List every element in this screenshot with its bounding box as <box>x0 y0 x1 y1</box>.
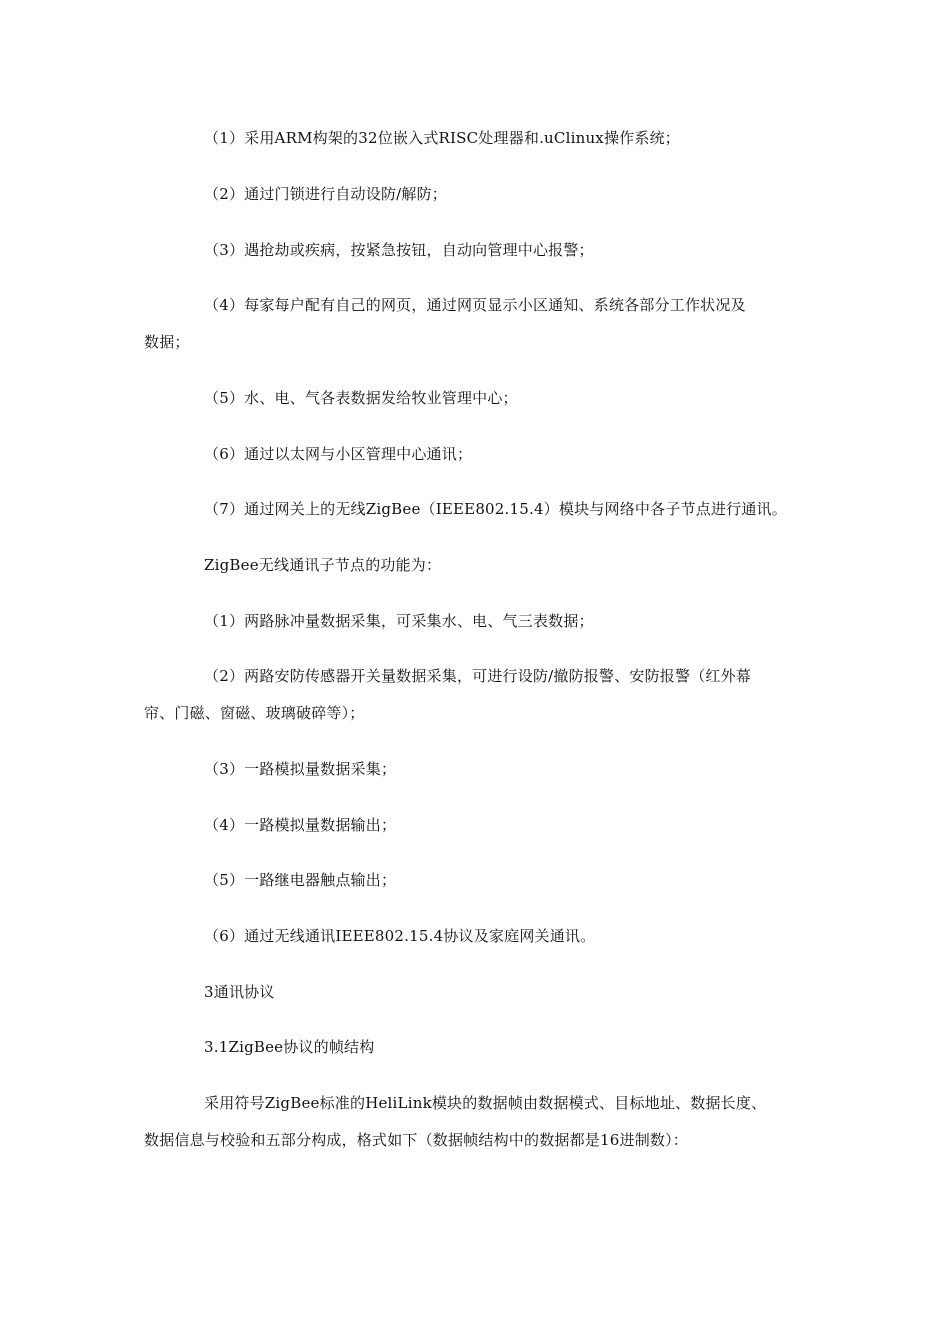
paragraph-line: ZigBee无线通讯子节点的功能为： <box>204 556 442 574</box>
paragraph-line-continuation: 帘、门磁、窗磁、玻璃破碎等）； <box>144 704 365 722</box>
paragraph-line: （3）一路模拟量数据采集； <box>204 760 397 778</box>
section-heading: 3通讯协议 <box>204 983 275 1001</box>
paragraph-line: （1）两路脉冲量数据采集，可采集水、电、气三表数据； <box>204 612 594 630</box>
paragraph-line: （6）通过无线通讯IEEE802.15.4协议及家庭网关通讯。 <box>204 927 596 945</box>
subsection-heading: 3.1ZigBee协议的帧结构 <box>204 1038 375 1056</box>
paragraph-line: （6）通过以太网与小区管理中心通讯； <box>204 445 473 463</box>
paragraph-line: （4）一路模拟量数据输出； <box>204 816 397 834</box>
paragraph-line: （2）两路安防传感器开关量数据采集，可进行设防/撤防报警、安防报警（红外幕 <box>204 667 752 685</box>
paragraph-line: （3）遇抢劫或疾病，按紧急按钮，自动向管理中心报警； <box>204 241 594 259</box>
paragraph-line-continuation: 数据； <box>144 333 190 351</box>
paragraph-line: （2）通过门锁进行自动设防/解防； <box>204 185 447 203</box>
paragraph-line: （5）水、电、气各表数据发给牧业管理中心； <box>204 389 518 407</box>
paragraph-line: （4）每家每户配有自己的网页，通过网页显示小区通知、系统各部分工作状况及 <box>204 296 746 314</box>
paragraph-line: 采用符号ZigBee标准的HeliLink模块的数据帧由数据模式、目标地址、数据长度、 <box>204 1094 767 1112</box>
paragraph-line: （5）一路继电器触点输出； <box>204 871 397 889</box>
paragraph-line: （1）采用ARM构架的32位嵌入式RISC处理器和.uClinux操作系统； <box>204 129 680 147</box>
paragraph-line-continuation: 数据信息与校验和五部分构成，格式如下（数据帧结构中的数据都是16进制数）： <box>144 1131 688 1149</box>
paragraph-line: （7）通过网关上的无线ZigBee（IEEE802.15.4）模块与网络中各子节点进行通讯。 <box>204 500 787 518</box>
